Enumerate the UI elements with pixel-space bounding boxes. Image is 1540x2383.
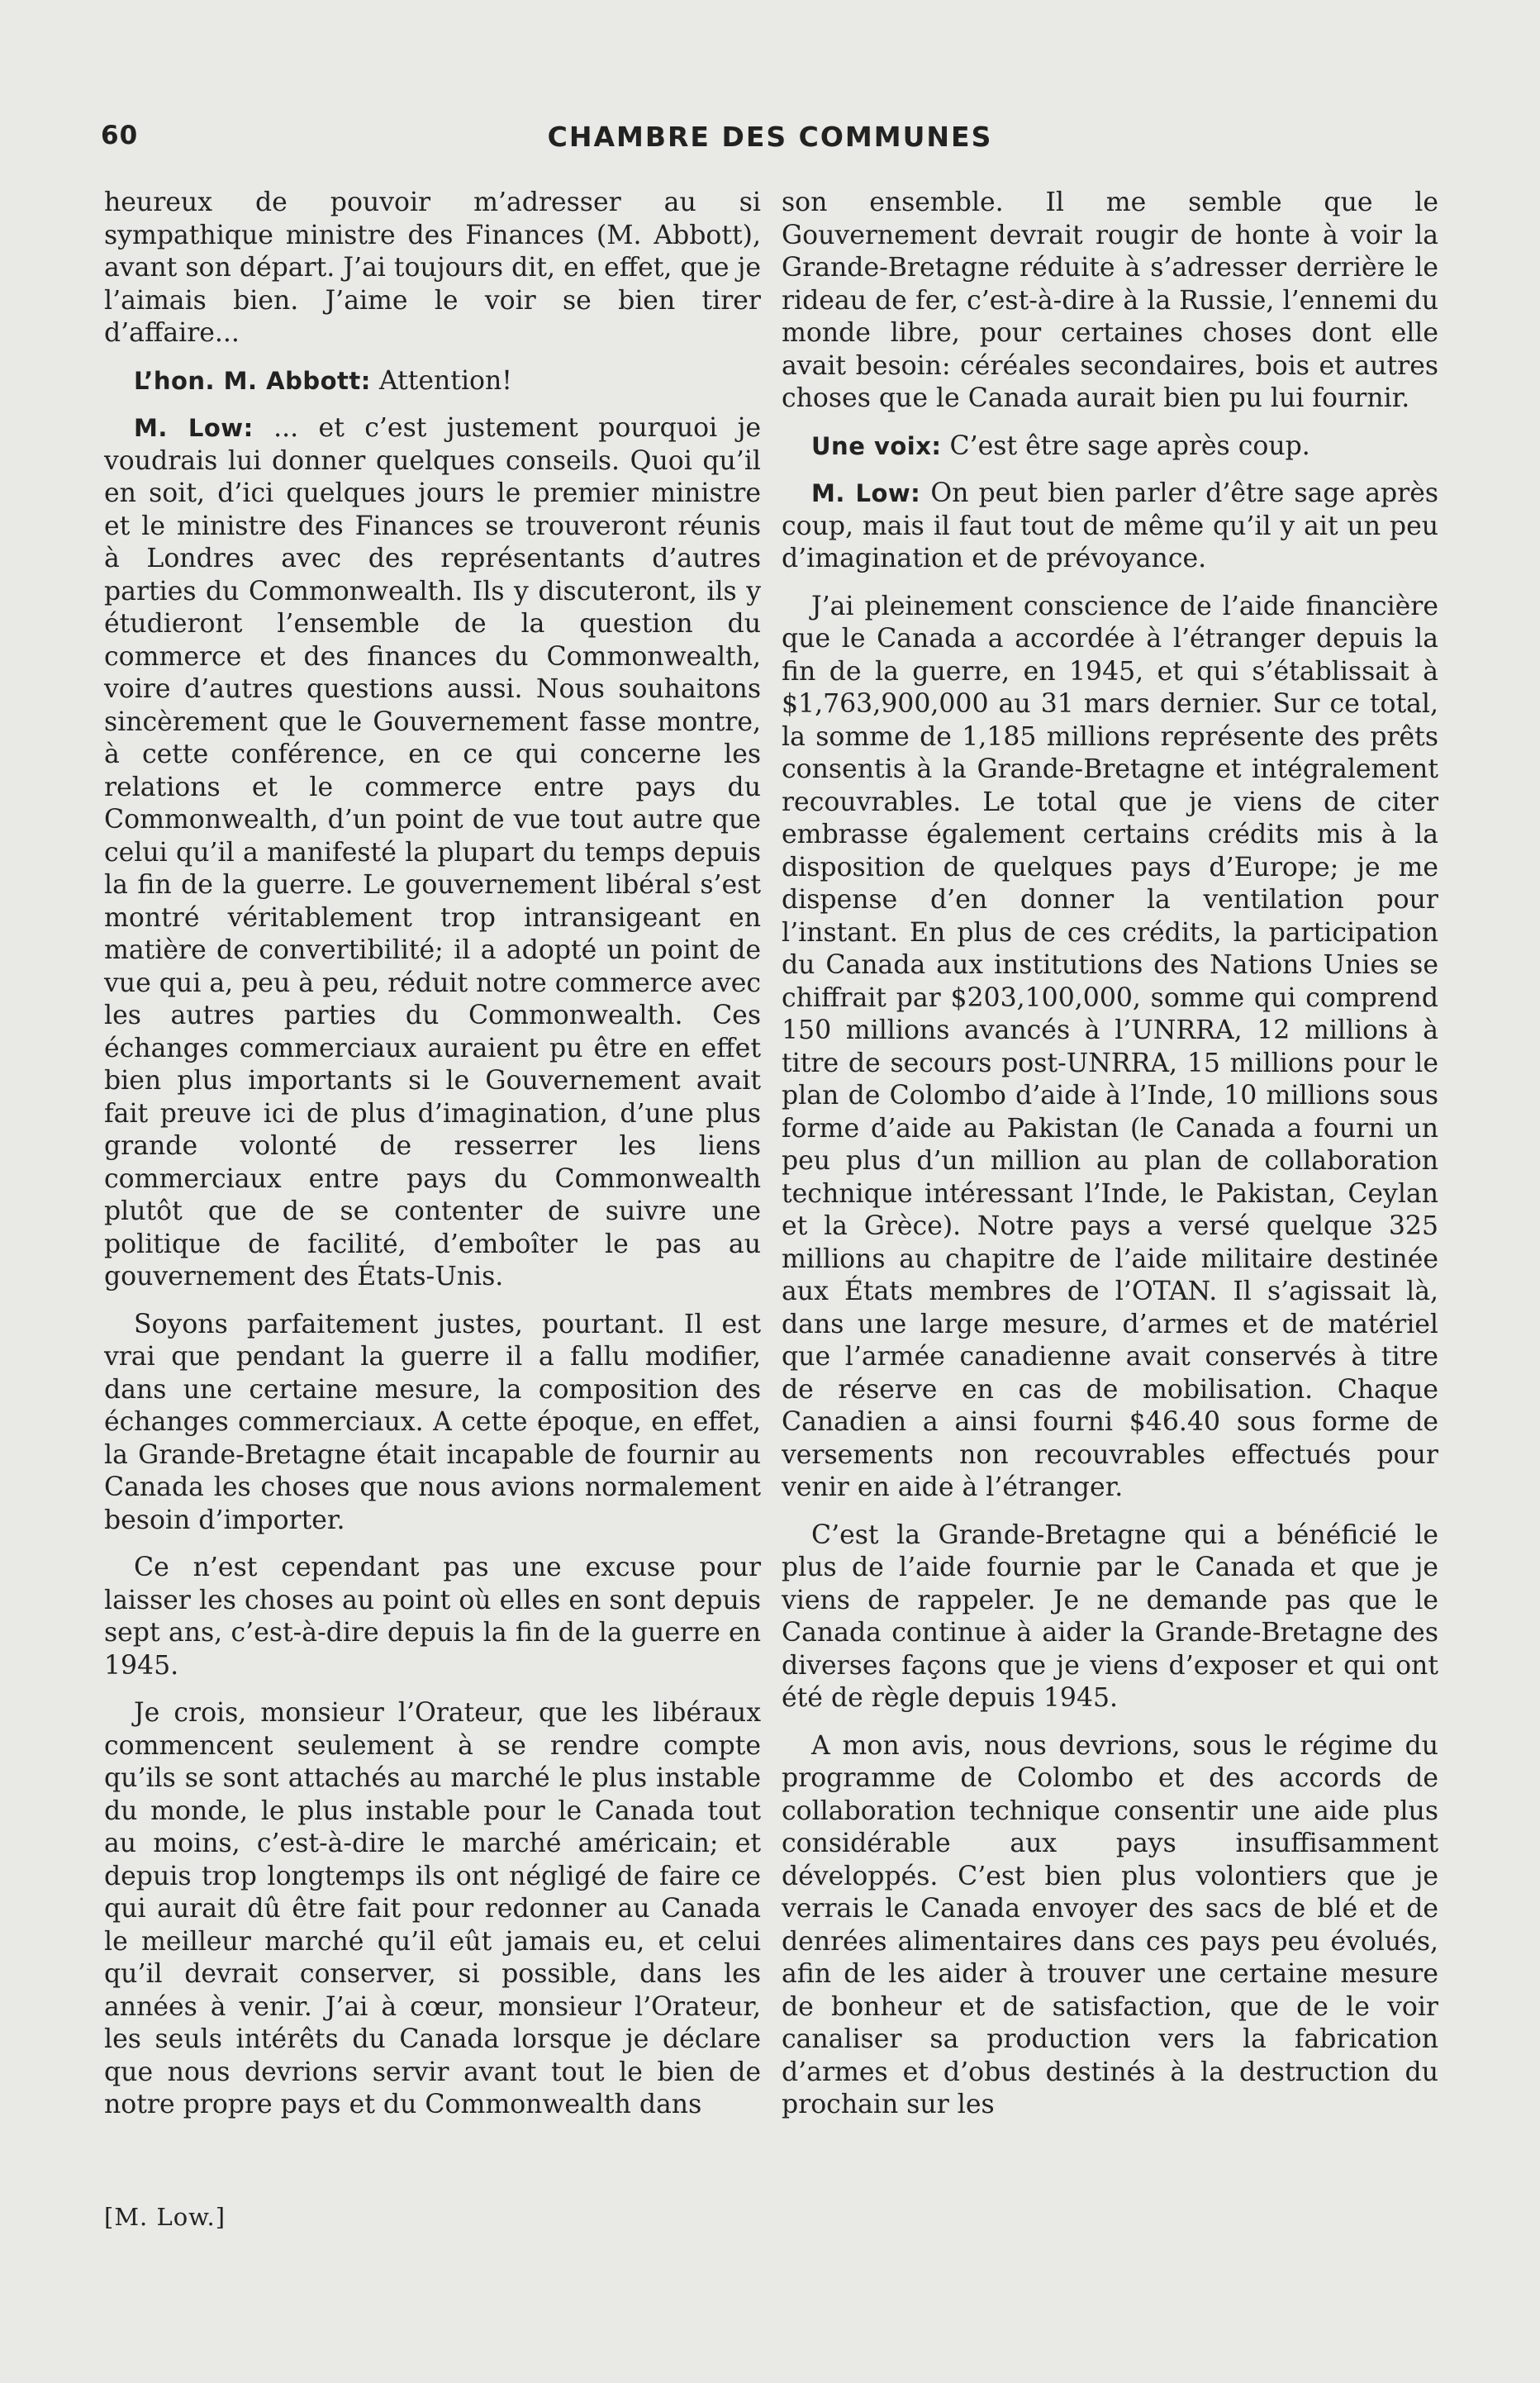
left-column: [104, 187, 761, 2137]
paragraph: son ensemble. Il me semble que le Gouvernement devrait rougir de honte à voir la Grande-Bretagne réduite à s’adresser derrière le rideau de fer, c’est-à-dire à la Russie, l’ennemi du monde libre, pour certaines choses dont elle avait besoin: céréales secondaires, bois et autres choses que le Canada aurait bien pu lui fournir.: [782, 188, 1438, 413]
speaker-name: L’hon. M. Abbott:: [134, 366, 371, 395]
paragraph: J’ai pleinement conscience de l’aide financière que le Canada a accordée à l’étranger depuis la fin de la guerre, en 1945, et qui s’établissait à $1,763,900,000 au 31 mars dernier. Sur ce total, la somme de 1,185 millions représente des prêts consentis à la Grande-Bretagne et intégralement recouvrables. Le total que je viens de citer embrasse également certains crédits mis à la disposition de quelques pays d’Europe; je me dispense d’en donner la ventilation pour l’instant. En plus de ces crédits, la participation du Canada aux institutions des Nations Unies se chiffrait par $203,100,000, somme qui comprend 150 millions avancés à l’UNRRA, 12 millions à titre de secours post-UNRRA, 15 millions pour le plan de Colombo d’aide à l’Inde, 10 millions sous forme d’aide au Pakistan (le Canada a fourni un peu plus d’un million au plan de collaboration technique intéressant l’Inde, le Pakistan, Ceylan et la Grèce). Notre pays a versé quelque 325 millions au chapitre de l’aide militaire destinée aux États membres de l’OTAN. Il s’agissait là, dans une large mesure, d’armes et de matériel que l’armée canadienne avait conservés à titre de réserve en cas de mobilisation. Chaque Canadien a ainsi fourni $46.40 sous forme de versements non recouvrables effectués pour venir en aide à l’étranger.: [782, 591, 1438, 1502]
running-title: CHAMBRE DES COMMUNES: [547, 121, 993, 153]
speech-text: ... et c’est justement pourquoi je voudrais lui donner quelques conseils. Quoi qu’il en soit, d’ici quelques jours le premier ministre et le ministre des Finances se trouveront réunis à Londres avec des représentants d’autres parties du Commonwealth. Ils y discuteront, ils y étudieront l’ensemble de la question du commerce et des finances du Commonwealth, voire d’autres questions aussi. Nous souhaitons sincèrement que le Gouvernement fasse montre, à cette conférence, en ce qui concerne les relations et le commerce entre pays du Commonwealth, d’un point de vue tout autre que celui qu’il a manifesté la plupart du temps depuis la fin de la guerre. Le gouvernement libéral s’est montré véritablement trop intransigeant en matière de convertibilité; il a adopté un point de vue qui a, peu à peu, réduit notre commerce avec les autres parties du Commonwealth. Ces échanges commerciaux auraient pu être en effet bien plus importants si le Gouvernement avait fait preuve ici de plus d’imagination, d’une plus grande volonté de resserrer les liens commerciaux entre pays du Commonwealth plutôt que de se contenter de suivre une politique de facilité, d’emboîter le pas au gouvernement des États-Unis.: [104, 413, 761, 1291]
right-column: [782, 187, 1438, 2137]
paragraph: Ce n’est cependant pas une excuse pour laisser les choses au point où elles en sont depuis sept ans, c’est-à-dire depuis la fin de la guerre en 1945.: [104, 1553, 761, 1681]
paragraph: [782, 430, 1438, 464]
speech-text: C’est être sage après coup.: [949, 430, 1310, 461]
speaker-name: M. Low:: [134, 414, 254, 442]
paragraph: [782, 478, 1438, 576]
page-number: 60: [101, 121, 139, 150]
paragraph: heureux de pouvoir m’adresser au si sympathique ministre des Finances (M. Abbott), avant son départ. J’ai toujours dit, en effet, que je l’aimais bien. J’aime le voir se bien tirer d’affaire...: [104, 188, 761, 348]
paragraph: [104, 365, 761, 398]
speech-text: Attention!: [378, 365, 512, 396]
paragraph: C’est la Grande-Bretagne qui a bénéficié le plus de l’aide fournie par le Canada et que je viens de rappeler. Je ne demande pas que le Canada continue à aider la Grande-Bretagne des diverses façons que je viens d’exposer et qui ont été de règle depuis 1945.: [782, 1520, 1438, 1713]
paragraph: A mon avis, nous devrions, sous le régime du programme de Colombo et des accords de collaboration technique consentir une aide plus considérable aux pays insuffisamment développés. C’est bien plus volontiers que je verrais le Canada envoyer des sacs de blé et de denrées alimentaires dans ces pays peu évolués, afin de les aider à trouver une certaine mesure de bonheur et de satisfaction, que de le voir canaliser sa production vers la fabrication d’armes et d’obus destinés à la destruction du prochain sur les: [782, 1730, 1438, 2119]
paragraph: Je crois, monsieur l’Orateur, que les libéraux commencent seulement à se rendre compte qu’ils se sont attachés au marché le plus instable du monde, le plus instable pour le Canada tout au moins, c’est-à-dire le marché américain; et depuis trop longtemps ils ont négligé de faire ce qui aurait dû être fait pour redonner au Canada le meilleur marché qu’il eût jamais eu, et celui qu’il devrait conserver, si possible, dans les années à venir. J’ai à cœur, monsieur l’Orateur, les seuls intérêts du Canada lorsque je déclare que nous devrions servir avant tout le bien de notre propre pays et du Commonwealth dans: [104, 1698, 761, 2119]
speaker-name: Une voix:: [811, 431, 942, 460]
paragraph: Soyons parfaitement justes, pourtant. Il est vrai que pendant la guerre il a fallu modifier, dans une certaine mesure, la composition des échanges commerciaux. A cette époque, en effet, la Grande-Bretagne était incapable de fournir au Canada les choses que nous avions normalement besoin d’importer.: [104, 1309, 761, 1535]
paragraph: [104, 412, 761, 1294]
footer-speaker-note: [M. Low.]: [104, 2203, 226, 2231]
speaker-name: M. Low:: [811, 479, 921, 507]
speech-text: On peut bien parler d’être sage après coup, mais il faut tout de même qu’il y ait un peu d’imagination et de prévoyance.: [782, 478, 1439, 573]
page-header: [101, 121, 1439, 162]
